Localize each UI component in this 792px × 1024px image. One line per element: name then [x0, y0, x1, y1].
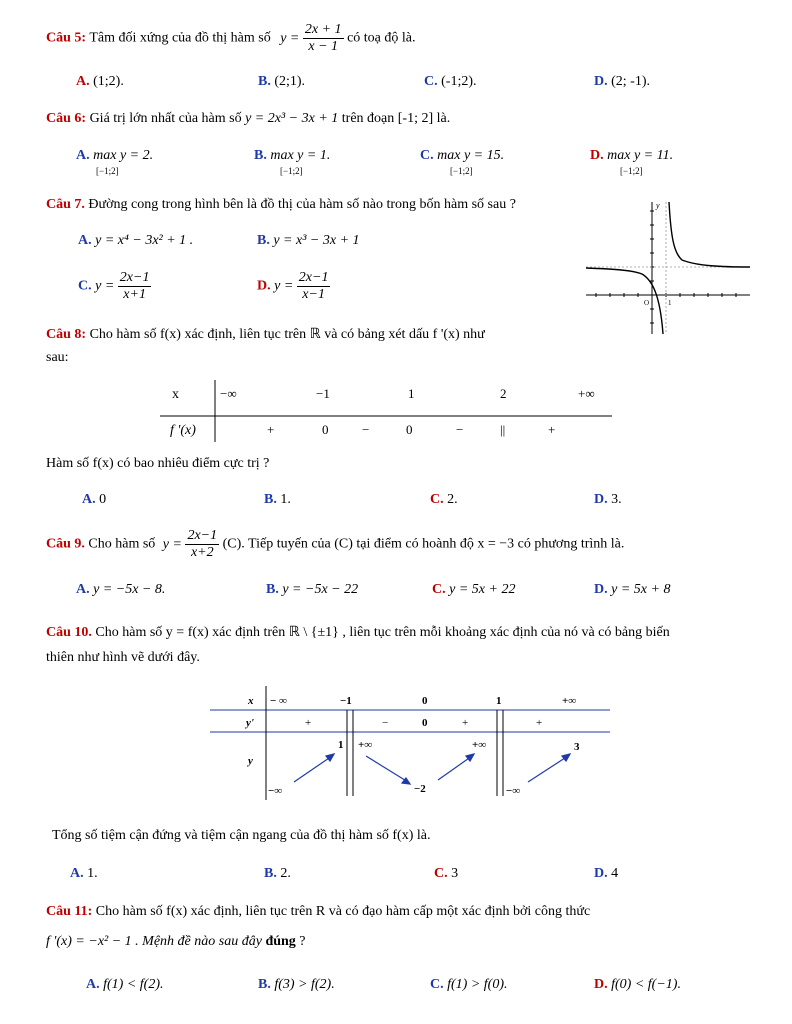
q10-arrow-up: [294, 756, 332, 782]
q8-row2-label: f '(x): [170, 423, 196, 438]
q8-sign-value: −: [456, 422, 464, 437]
q7-option-c[interactable]: [78, 270, 151, 303]
q10-text-line1: Cho hàm số y = f(x) xác định trên ℝ \ {±1} , liên tục trên mỗi khoảng xác định của nó và có bảng biến: [95, 625, 670, 640]
q8-label: Câu 8:: [46, 327, 87, 342]
q10-option-text: 2.: [280, 866, 291, 881]
q9-option-letter: B.: [266, 582, 279, 597]
q6-option-text: max y = 15.: [437, 148, 505, 163]
q8-option-text: 2.: [447, 492, 458, 507]
q11-text-line2-post: ?: [299, 934, 306, 949]
q7-origin-label: O: [644, 299, 650, 307]
q11-label: Câu 11:: [46, 904, 93, 919]
q6-option-text: max y = 11.: [607, 148, 674, 163]
q9-option-text: y = 5x + 8: [611, 582, 671, 597]
q7-option-lhs: y =: [95, 278, 115, 294]
q9-func-num: 2x−1: [187, 528, 218, 543]
q9-option-text: y = 5x + 22: [449, 582, 516, 597]
q10-y-label: y: [248, 755, 253, 767]
q9-option-b[interactable]: [266, 582, 358, 598]
q10-option-text: 4: [611, 866, 619, 881]
q11-option-text: f(1) > f(0).: [447, 977, 508, 992]
q5-func-den: x − 1: [308, 39, 339, 54]
q9-option-letter: D.: [594, 582, 608, 597]
q8-stem-line1: [46, 326, 485, 343]
q10-y-value: −2: [414, 783, 426, 795]
q9-label: Câu 9.: [46, 536, 85, 552]
q10-text-line2: thiên như hình vẽ dưới đây.: [46, 650, 200, 665]
q7-graph: [582, 198, 754, 338]
q11-stem-line1: [46, 904, 590, 920]
q7-option-text: y = x³ − 3x + 1: [273, 233, 360, 248]
q9-func-den: x+2: [190, 545, 214, 560]
q6-option-c[interactable]: [420, 148, 504, 164]
q6-option-letter: A.: [76, 148, 90, 163]
q11-option-text: f(3) > f(2).: [274, 977, 335, 992]
q9-option-c[interactable]: [432, 582, 515, 598]
q5-fraction: [303, 22, 344, 55]
q7-option-letter: A.: [78, 233, 92, 248]
q10-yp-value: 0: [422, 717, 428, 729]
q5-option-b[interactable]: [258, 74, 305, 90]
q10-label: Câu 10.: [46, 625, 92, 640]
q10-option-letter: B.: [264, 866, 277, 881]
q11-option-c[interactable]: [430, 977, 508, 993]
q10-option-letter: D.: [594, 866, 608, 881]
q8-sign-value: +: [548, 422, 556, 437]
q5-text-before: Tâm đối xứng của đồ thị hàm số: [89, 30, 271, 46]
q5-func-lhs: y =: [280, 30, 300, 46]
q10-x-value: +∞: [562, 695, 577, 707]
q11-text-line1: Cho hàm số f(x) xác định, liên tục trên R và có đạo hàm cấp một xác định bởi công thức: [95, 904, 591, 919]
q10-y-value: −∞: [268, 785, 283, 797]
q9-option-a[interactable]: [76, 582, 165, 598]
q10-variation-table: [210, 684, 612, 804]
q5-option-letter: B.: [258, 74, 271, 89]
q10-yp-value: +: [462, 717, 469, 729]
q7-option-text: y = x⁴ − 3x² + 1 .: [95, 233, 194, 248]
q5-option-a[interactable]: [76, 74, 124, 90]
q6-option-text: max y = 2.: [93, 148, 154, 163]
q7-option-lhs: y =: [274, 278, 294, 294]
q5-func-num: 2x + 1: [304, 22, 342, 37]
q7-label: Câu 7.: [46, 197, 85, 212]
q5-option-letter: D.: [594, 74, 608, 89]
q10-yp-label: y': [246, 717, 254, 729]
q7-stem: [46, 197, 516, 213]
q8-option-a[interactable]: [82, 492, 106, 508]
q11-option-letter: C.: [430, 977, 444, 992]
q5-option-d[interactable]: [594, 74, 650, 90]
q7-option-letter: D.: [257, 278, 271, 294]
q10-arrowhead: [562, 754, 570, 761]
q9-option-text: y = −5x − 8.: [93, 582, 166, 597]
q10-option-b[interactable]: [264, 866, 291, 882]
q8-option-letter: A.: [82, 492, 96, 507]
q6-option-letter: C.: [420, 148, 434, 163]
q6-option-letter: D.: [590, 148, 604, 163]
q6-option-d[interactable]: [590, 148, 673, 164]
q10-y-value: +∞: [472, 739, 487, 751]
q6-stem: [46, 111, 450, 127]
q5-text-after: có toạ độ là.: [347, 30, 416, 46]
q11-option-a[interactable]: [86, 977, 164, 993]
q9-fraction: [185, 528, 219, 561]
q5-option-text: (2;1).: [274, 74, 306, 89]
q10-yp-value: −: [382, 717, 389, 729]
q7-option-num: 2x−1: [119, 270, 150, 285]
q8-option-letter: C.: [430, 492, 444, 507]
q11-option-letter: B.: [258, 977, 271, 992]
q8-sign-value: −: [362, 422, 370, 437]
q10-x-value: 1: [496, 695, 502, 707]
q9-text-before: Cho hàm số: [88, 536, 156, 552]
q10-arrow-down: [366, 756, 408, 782]
q10-option-text: 1.: [87, 866, 98, 881]
q8-option-text: 0: [99, 492, 107, 507]
q10-question: Tổng số tiệm cận đứng và tiệm cận ngang của đồ thị hàm số f(x) là.: [52, 828, 431, 843]
q10-arrow-up: [438, 756, 472, 780]
q7-option-num: 2x−1: [298, 270, 329, 285]
q7-y-label: y: [656, 201, 660, 210]
q6-option-text: max y = 1.: [270, 148, 331, 163]
q10-x-label: x: [248, 695, 254, 707]
q5-label: Câu 5:: [46, 30, 87, 46]
q8-sign-table: [160, 376, 615, 442]
q6-option-letter: B.: [254, 148, 267, 163]
q9-func-lhs: y =: [162, 536, 182, 552]
q10-option-letter: C.: [434, 866, 448, 881]
q7-option-den: x−1: [302, 287, 325, 302]
q7-option-letter: C.: [78, 278, 92, 294]
q6-option-a[interactable]: [76, 148, 153, 164]
q8-option-text: 3.: [611, 492, 622, 507]
q7-option-b[interactable]: [257, 233, 360, 249]
q6-interval-d: [−1;2]: [620, 166, 643, 176]
q10-option-text: 3: [451, 866, 459, 881]
q6-text-after: trên đoạn [-1; 2] là.: [341, 111, 451, 126]
q8-question: Hàm số f(x) có bao nhiêu điểm cực trị ?: [46, 456, 270, 471]
q10-option-d[interactable]: [594, 866, 618, 882]
q8-option-letter: D.: [594, 492, 608, 507]
q7-option-c-fraction: [118, 270, 152, 303]
q10-stem-line1: [46, 624, 670, 641]
q5-option-letter: A.: [76, 74, 90, 89]
q10-y-value: 1: [338, 739, 344, 751]
q8-sign-value: ||: [500, 422, 506, 437]
q10-y-value: 3: [574, 741, 580, 753]
q10-x-value: − ∞: [270, 695, 287, 707]
q7-option-den: x+1: [123, 287, 146, 302]
q10-option-c[interactable]: [434, 866, 458, 882]
q11-option-b[interactable]: [258, 977, 335, 993]
q9-option-letter: C.: [432, 582, 446, 597]
q8-option-c[interactable]: [430, 492, 458, 508]
q10-yp-value: +: [305, 717, 312, 729]
q10-yp-value: +: [536, 717, 543, 729]
q7-option-d-fraction: [297, 270, 331, 303]
q5-stem: [46, 22, 415, 55]
q11-option-letter: A.: [86, 977, 100, 992]
q6-func: y = 2x³ − 3x + 1: [245, 111, 339, 126]
q8-x-value: 2: [500, 386, 507, 401]
q11-text-line2-bold: đúng: [265, 934, 296, 949]
q7-x-one-label: 1: [668, 299, 672, 307]
q8-row1-label: x: [172, 387, 179, 402]
q10-x-value: 0: [422, 695, 428, 707]
q7-option-letter: B.: [257, 233, 270, 248]
q8-option-text: 1.: [280, 492, 291, 507]
q8-sign-value: +: [267, 422, 275, 437]
q9-stem: [46, 528, 624, 561]
q5-option-text: (2; -1).: [611, 74, 651, 89]
q8-option-b[interactable]: [264, 492, 291, 508]
q11-text-line2-pre: f '(x) = −x² − 1 . Mệnh đề nào sau đây: [46, 934, 262, 949]
q6-interval-c: [−1;2]: [450, 166, 473, 176]
q9-option-letter: A.: [76, 582, 90, 597]
q10-y-value: +∞: [358, 739, 373, 751]
q10-option-letter: A.: [70, 866, 84, 881]
q9-option-d[interactable]: [594, 582, 670, 598]
q11-option-text: f(0) < f(−1).: [611, 977, 681, 992]
q5-option-letter: C.: [424, 74, 438, 89]
q8-x-value: +∞: [578, 386, 595, 401]
q9-text-after: (C). Tiếp tuyến của (C) tại điểm có hoành độ x = −3 có phương trình là.: [222, 536, 625, 552]
q5-option-c[interactable]: [424, 74, 477, 90]
q6-text-before: Giá trị lớn nhất của hàm số: [89, 111, 242, 126]
q7-option-a[interactable]: [78, 233, 193, 249]
q7-option-d[interactable]: [257, 270, 330, 303]
q11-stem-line2: [46, 934, 306, 950]
q10-arrow-up: [528, 756, 568, 782]
q7-curve-right-branch: [669, 202, 750, 267]
q10-x-value: −1: [340, 695, 352, 707]
q11-option-text: f(1) < f(2).: [103, 977, 164, 992]
q11-option-d[interactable]: [594, 977, 681, 993]
q8-x-value: 1: [408, 386, 415, 401]
q8-text-line1: Cho hàm số f(x) xác định, liên tục trên ℝ và có bảng xét dấu f '(x) như: [89, 327, 485, 342]
q8-sign-value: 0: [322, 422, 329, 437]
q7-curve-left-branch: [586, 268, 663, 334]
q8-sign-value: 0: [406, 422, 413, 437]
q10-option-a[interactable]: [70, 866, 98, 882]
q10-y-value: −∞: [506, 785, 521, 797]
q6-interval-b: [−1;2]: [280, 166, 303, 176]
q6-interval-a: [−1;2]: [96, 166, 119, 176]
q11-option-letter: D.: [594, 977, 608, 992]
q8-option-d[interactable]: [594, 492, 622, 508]
q9-option-text: y = −5x − 22: [282, 582, 359, 597]
q7-text: Đường cong trong hình bên là đồ thị của hàm số nào trong bốn hàm số sau ?: [88, 197, 516, 212]
q5-option-text: (1;2).: [93, 74, 124, 89]
q8-x-value: −1: [316, 386, 330, 401]
q6-label: Câu 6:: [46, 111, 87, 126]
q5-option-text: (-1;2).: [441, 74, 477, 89]
q8-x-value: −∞: [220, 386, 237, 401]
q6-option-b[interactable]: [254, 148, 330, 164]
q8-text-line2: sau:: [46, 350, 69, 365]
q8-option-letter: B.: [264, 492, 277, 507]
